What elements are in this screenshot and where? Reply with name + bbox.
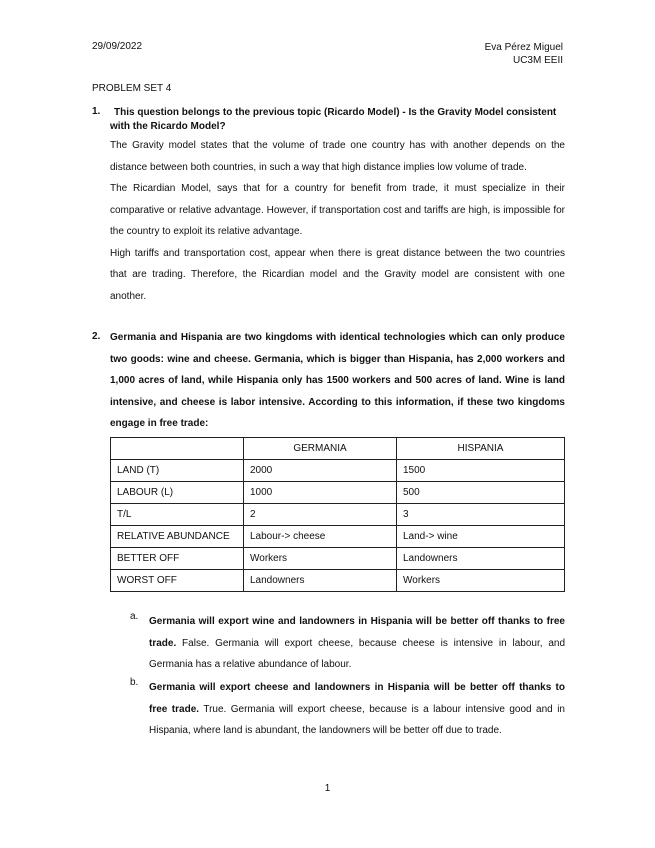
comparison-table bbox=[110, 437, 565, 592]
table-cell: Landowners bbox=[397, 548, 565, 570]
table-cell: 1000 bbox=[244, 482, 397, 504]
question-2 bbox=[92, 327, 565, 435]
table-cell: Landowners bbox=[244, 570, 397, 592]
answer-a-text: False. Germania will export cheese, because cheese is intensive in labour, and Germania has a relative abundance of labour. bbox=[149, 637, 566, 670]
table-cell: LABOUR (L) bbox=[111, 482, 244, 504]
answer-b-text: True. Germania will export cheese, because is a labour intensive good and in Hispania, where land is abundant, the landowners will be better off due to trade. bbox=[149, 703, 565, 736]
table-cell: Labour-> cheese bbox=[244, 526, 397, 548]
table-row bbox=[111, 460, 565, 482]
header-course: UC3M EEII bbox=[512, 55, 563, 66]
table-row bbox=[111, 526, 565, 548]
question-1 bbox=[92, 106, 565, 307]
header-author: Eva Pérez Miguel bbox=[484, 42, 563, 53]
answer-a bbox=[130, 611, 565, 676]
table-row bbox=[111, 504, 565, 526]
table-cell: WORST OFF bbox=[111, 570, 244, 592]
table-cell: 500 bbox=[397, 482, 565, 504]
table-row bbox=[111, 570, 565, 592]
table-cell: Workers bbox=[397, 570, 565, 592]
question-2-number: 2. bbox=[92, 331, 101, 342]
problem-set-title: PROBLEM SET 4 bbox=[92, 83, 172, 94]
table-header-cell bbox=[111, 438, 244, 460]
header-date: 29/09/2022 bbox=[92, 41, 143, 52]
question-1-paragraph: The Gravity model states that the volume of trade one country has with another depends on the distance between both countries, in such a way that high distance implies low volume of trade. bbox=[110, 140, 565, 173]
table-cell: LAND (T) bbox=[111, 460, 244, 482]
question-1-paragraph: The Ricardian Model, says that for a country for benefit from trade, it must specialize in their comparative or relative advantage. However, if transportation cost and tariffs are high, is impossible for the country to exploit its relative advantage. bbox=[110, 183, 565, 237]
question-1-number: 1. bbox=[92, 106, 101, 117]
question-1-title: This question belongs to the previous topic (Ricardo Model) - Is the Gravity Model consistent with the Ricardo Model? bbox=[110, 107, 557, 132]
answer-a-statement: Germania will export wine and landowners in Hispania will be better off thanks to free trade. bbox=[149, 616, 565, 649]
table-row bbox=[111, 482, 565, 504]
header-info bbox=[485, 41, 563, 67]
table-cell: BETTER OFF bbox=[111, 548, 244, 570]
question-1-paragraph: High tariffs and transportation cost, appear when there is great distance between the two countries that are trading. Therefore, the Ricardian model and the Gravity model are consistent with one another. bbox=[110, 247, 565, 302]
table-cell: 3 bbox=[397, 504, 565, 526]
table-cell: 2000 bbox=[244, 460, 397, 482]
answer-a-label: a. bbox=[130, 611, 139, 622]
table-header-row bbox=[111, 438, 565, 460]
table-header-cell: GERMANIA bbox=[244, 438, 397, 460]
question-2-title: Germania and Hispania are two kingdoms with identical technologies which can only produce two goods: wine and cheese. Germania, which is bigger than Hispania, has 2,000 workers and 1,000 acres of land, while Hispania only has 1500 workers and 500 acres of land. Wine is land intensive, and cheese is labor intensive. According to this information, if these two kingdoms engage in free trade: bbox=[110, 332, 565, 429]
table-cell: Workers bbox=[244, 548, 397, 570]
table-cell: Land-> wine bbox=[397, 526, 565, 548]
table-cell: T/L bbox=[111, 504, 244, 526]
table-cell: 2 bbox=[244, 504, 397, 526]
answer-b-label: b. bbox=[130, 677, 139, 688]
table-header-cell: HISPANIA bbox=[397, 438, 565, 460]
table-cell: RELATIVE ABUNDANCE bbox=[111, 526, 244, 548]
page-number: 1 bbox=[324, 783, 331, 794]
answer-b bbox=[130, 677, 565, 742]
table-cell: 1500 bbox=[397, 460, 565, 482]
answer-b-statement: Germania will export cheese and landowners in Hispania will be better off thanks to free trade. bbox=[149, 682, 565, 715]
table-row bbox=[111, 548, 565, 570]
